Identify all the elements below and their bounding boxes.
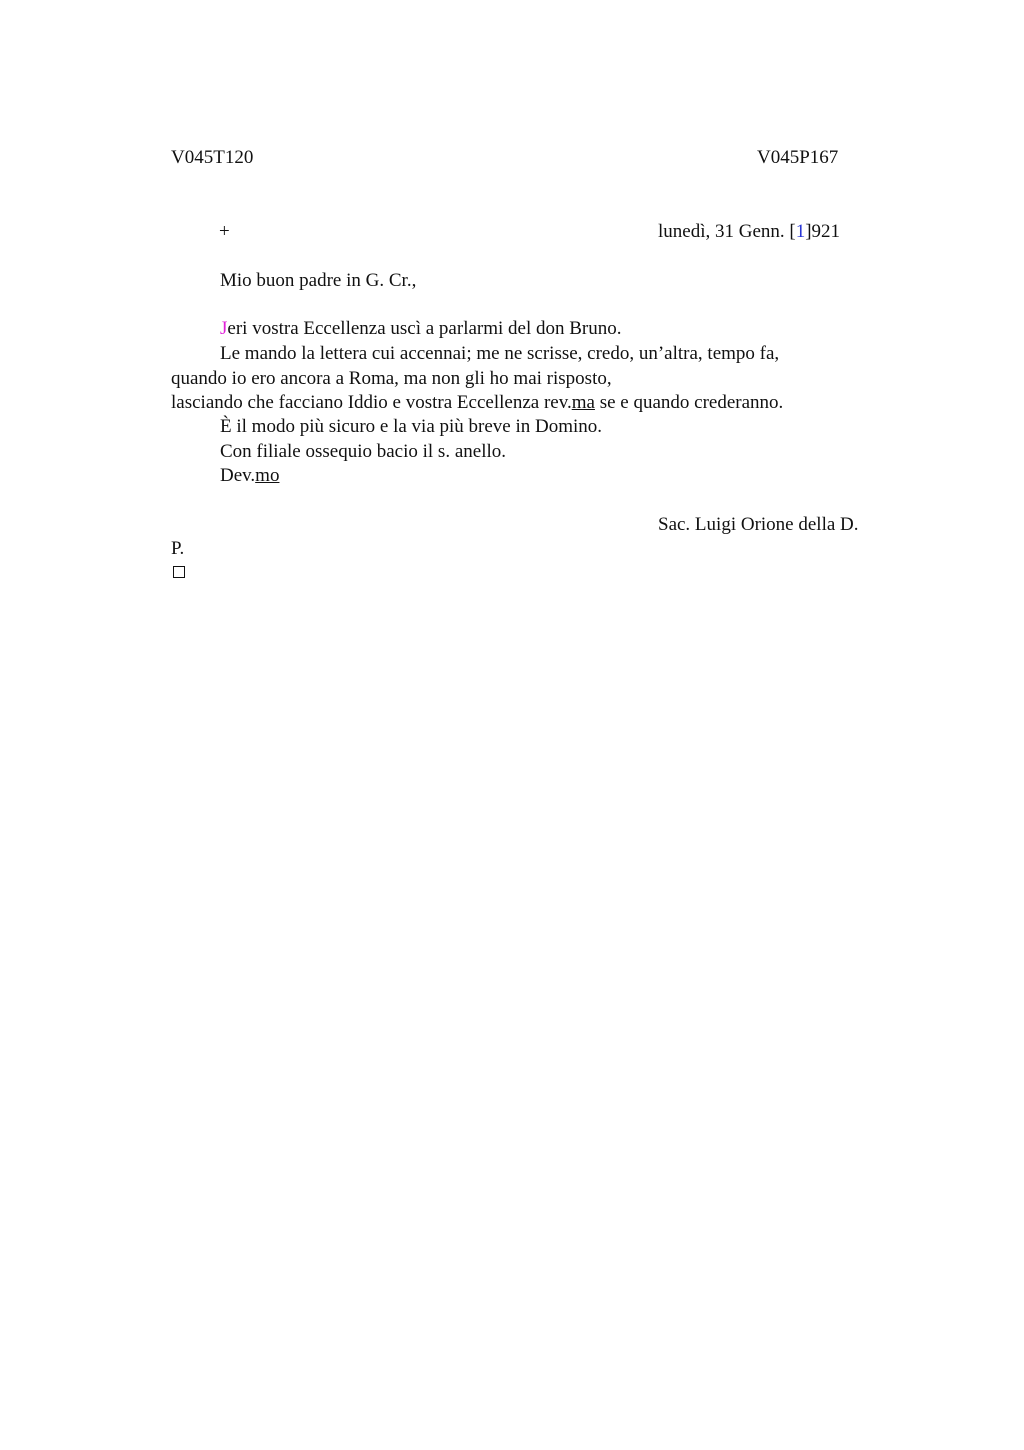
end-square-icon — [173, 566, 185, 578]
document-code-left: V045T120 — [171, 147, 254, 168]
cross-symbol: + — [219, 221, 230, 242]
signature-line-2: P. — [171, 538, 185, 559]
paragraph-2-line-3-start: lasciando che facciano Iddio e vostra Eccellenza rev. — [171, 392, 572, 413]
paragraph-2-line-3 — [171, 391, 783, 415]
abbreviation-mo: mo — [255, 465, 280, 486]
date-suffix: ]921 — [805, 221, 841, 242]
document-code-right: V045P167 — [757, 147, 839, 168]
salutation: Mio buon padre in G. Cr., — [220, 270, 417, 291]
paragraph-2-line-3-end: se e quando crederanno. — [594, 392, 784, 413]
paragraph-1-initial: J — [220, 318, 228, 339]
paragraph-2-line-1: Le mando la lettera cui accennai; me ne scrisse, credo, un’altra, tempo fa, — [220, 343, 780, 364]
date-prefix: lunedì, 31 Genn. [ — [658, 221, 796, 242]
paragraph-3: È il modo più sicuro e la via più breve in Domino. — [220, 416, 603, 437]
date-bracket-digit: 1 — [795, 221, 806, 242]
paragraph-2-line-2: quando io ero ancora a Roma, ma non gli ho mai risposto, — [171, 368, 612, 389]
signature-line-1: Sac. Luigi Orione della D. — [658, 514, 859, 535]
letter-date — [658, 220, 840, 244]
abbreviation-ma: ma — [571, 392, 595, 413]
paragraph-1-text: eri vostra Eccellenza uscì a parlarmi del don Bruno. — [227, 318, 622, 339]
paragraph-1 — [220, 317, 622, 341]
paragraph-4: Con filiale ossequio bacio il s. anello. — [220, 441, 507, 462]
closing — [220, 464, 279, 488]
closing-text: Dev. — [220, 465, 256, 486]
